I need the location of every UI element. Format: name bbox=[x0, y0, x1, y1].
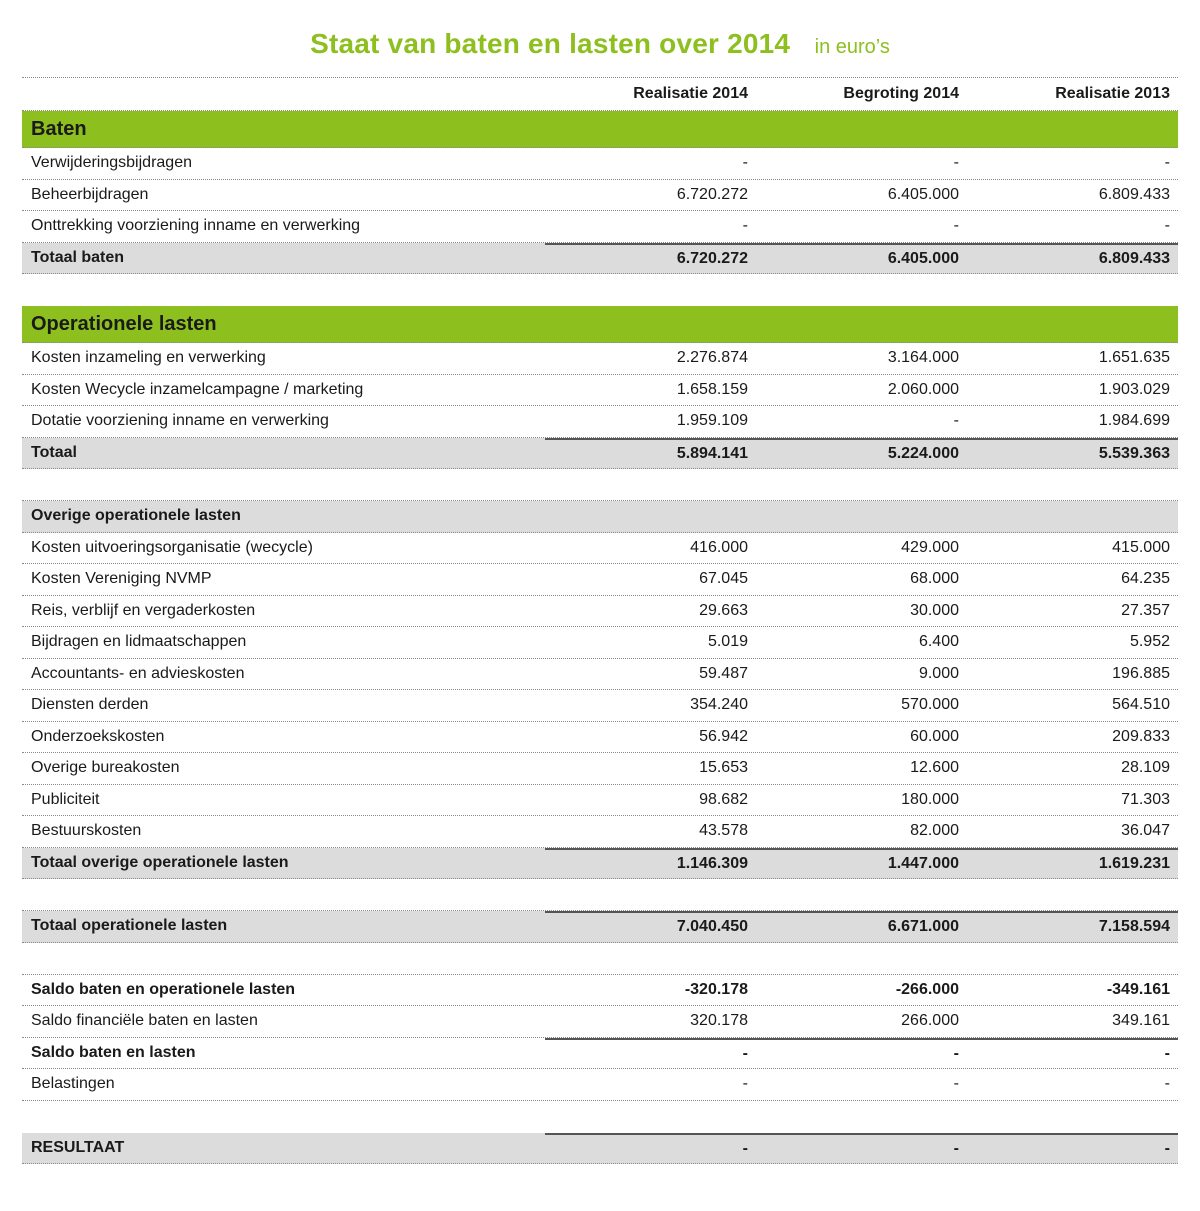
spacer bbox=[22, 469, 1178, 501]
section-header-baten: Baten bbox=[22, 111, 1178, 148]
section-header-operationele-lasten: Operationele lasten bbox=[22, 306, 1178, 343]
table-row: Kosten Wecycle inzamelcampagne / marketing 1.658.159 2.060.000 1.903.029 bbox=[22, 375, 1178, 407]
total-row-operationele-lasten: Totaal 5.894.141 5.224.000 5.539.363 bbox=[22, 438, 1178, 470]
table-row: Onderzoekskosten 56.942 60.000 209.833 bbox=[22, 722, 1178, 754]
table-row: Reis, verblijf en vergaderkosten 29.663 30.000 27.357 bbox=[22, 596, 1178, 628]
total-row-totaal-operationele-lasten: Totaal operationele lasten 7.040.450 6.671.000 7.158.594 bbox=[22, 911, 1178, 943]
spacer bbox=[22, 274, 1178, 306]
table-row: Beheerbijdragen 6.720.272 6.405.000 6.809.433 bbox=[22, 180, 1178, 212]
table-row: Kosten inzameling en verwerking 2.276.874 3.164.000 1.651.635 bbox=[22, 343, 1178, 375]
column-header-realisatie-2013: Realisatie 2013 bbox=[1055, 85, 1170, 102]
resultaat-row: RESULTAAT - - - bbox=[22, 1133, 1178, 1165]
section-header-overige-operationele-lasten: Overige operationele lasten bbox=[22, 501, 1178, 533]
table-row: Overige bureakosten 15.653 12.600 28.109 bbox=[22, 753, 1178, 785]
report-title-block bbox=[0, 28, 1200, 60]
table-row: Bijdragen en lidmaatschappen 5.019 6.400 5.952 bbox=[22, 627, 1178, 659]
table-row-saldo-baten-operationele-lasten: Saldo baten en operationele lasten -320.178 -266.000 -349.161 bbox=[22, 975, 1178, 1007]
table-row-saldo-financiele: Saldo financiële baten en lasten 320.178 266.000 349.161 bbox=[22, 1006, 1178, 1038]
spacer bbox=[22, 943, 1178, 975]
total-row-baten: Totaal baten 6.720.272 6.405.000 6.809.433 bbox=[22, 243, 1178, 275]
report-title: Staat van baten en lasten over 2014 bbox=[310, 28, 791, 59]
table-row: Kosten Vereniging NVMP 67.045 68.000 64.235 bbox=[22, 564, 1178, 596]
table-row: Kosten uitvoeringsorganisatie (wecycle) 416.000 429.000 415.000 bbox=[22, 533, 1178, 565]
column-header-realisatie-2014: Realisatie 2014 bbox=[633, 85, 748, 102]
table-row: Bestuurskosten 43.578 82.000 36.047 bbox=[22, 816, 1178, 848]
table-row: Diensten derden 354.240 570.000 564.510 bbox=[22, 690, 1178, 722]
spacer bbox=[22, 879, 1178, 911]
table-row: Dotatie voorziening inname en verwerking 1.959.109 - 1.984.699 bbox=[22, 406, 1178, 438]
total-row-overige-operationele-lasten: Totaal overige operationele lasten 1.146.309 1.447.000 1.619.231 bbox=[22, 848, 1178, 880]
table-row-saldo-baten-lasten: Saldo baten en lasten - - - bbox=[22, 1038, 1178, 1070]
income-statement-table bbox=[22, 77, 1178, 1164]
table-row: Onttrekking voorziening inname en verwerking - - - bbox=[22, 211, 1178, 243]
table-row: Verwijderingsbijdragen - - - bbox=[22, 148, 1178, 180]
report-unit: in euro’s bbox=[814, 36, 890, 58]
table-row: Accountants- en advieskosten 59.487 9.000 196.885 bbox=[22, 659, 1178, 691]
column-header-row bbox=[22, 78, 1178, 111]
spacer bbox=[22, 1101, 1178, 1133]
column-header-begroting-2014: Begroting 2014 bbox=[843, 85, 959, 102]
table-row: Publiciteit 98.682 180.000 71.303 bbox=[22, 785, 1178, 817]
table-row-belastingen: Belastingen - - - bbox=[22, 1069, 1178, 1101]
